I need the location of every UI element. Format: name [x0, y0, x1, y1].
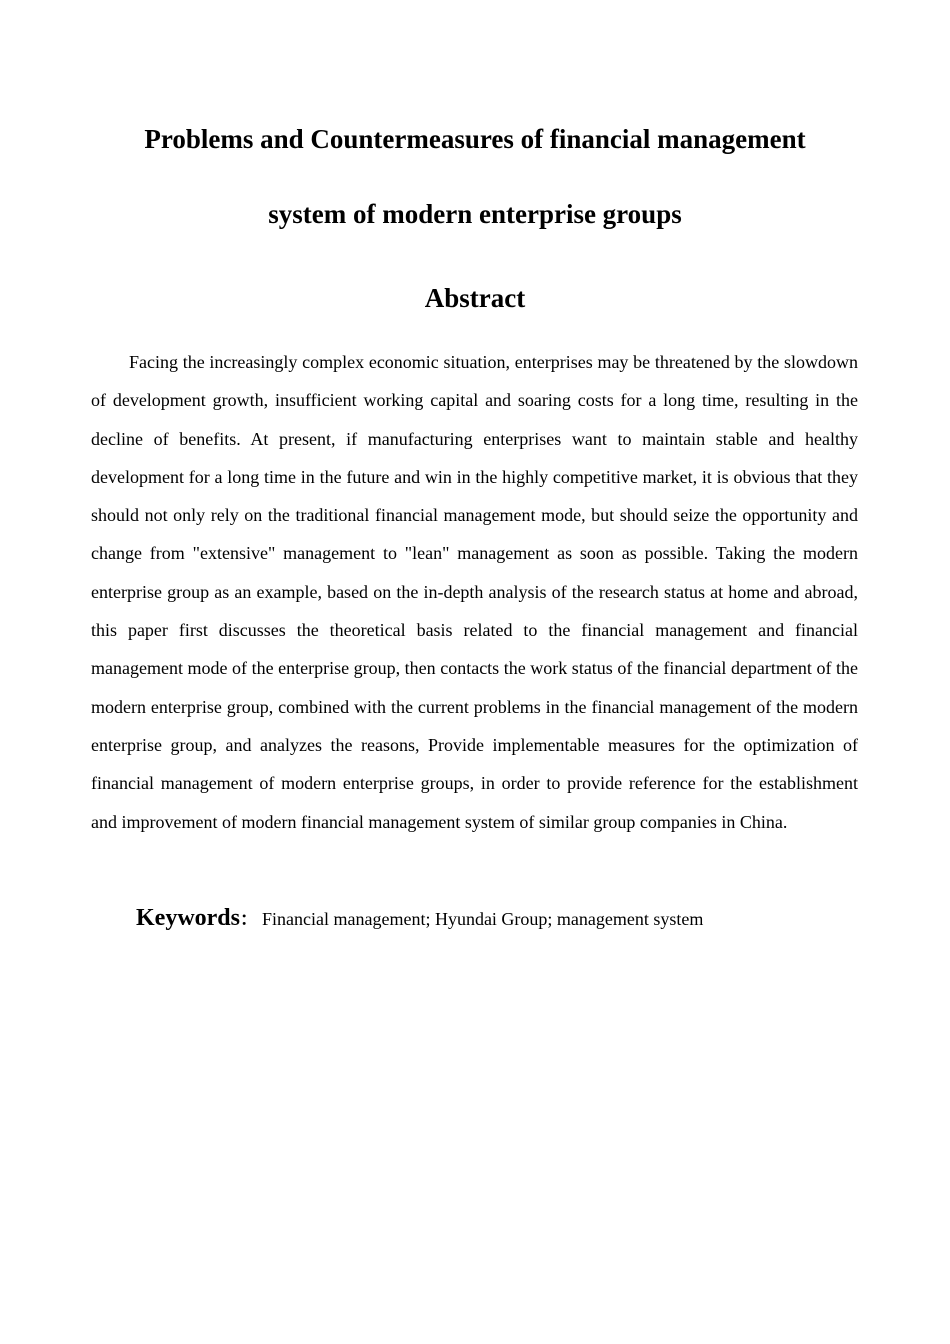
abstract-heading: Abstract [424, 283, 526, 313]
keywords-separator: ： [240, 909, 258, 929]
keywords-label: Keywords [136, 905, 240, 931]
document-title-line-2: system of modern enterprise groups [268, 199, 682, 229]
document-title-line-1: Problems and Countermeasures of financial management [144, 124, 806, 154]
keywords-text: Financial management; Hyundai Group; management system [262, 909, 704, 929]
keywords-line [136, 905, 856, 932]
abstract-paragraph: Facing the increasingly complex economic situation, enterprises may be threatened by the slowdown of development growth, insufficient working capital and soaring costs for a long time, resulting in the decline of benefits. At present, if manufacturing enterprises want to maintain stable and healthy development for a long time in the future and win in the highly competitive market, it is obvious that they should not only rely on the traditional financial management mode, but should seize the opportunity and change from "extensive" management to "lean" management as soon as possible. Taking the modern enterprise group as an example, based on the in-depth analysis of the research status at home and abroad, this paper first discusses the theoretical basis related to the financial management and financial management mode of the enterprise group, then contacts the work status of the financial department of the modern enterprise group, combined with the current problems in the financial management of the modern enterprise group, and analyzes the reasons, Provide implementable measures for the optimization of financial management of modern enterprise groups, in order to provide reference for the establishment and improvement of modern financial management system of similar group companies in China. [91, 352, 858, 832]
